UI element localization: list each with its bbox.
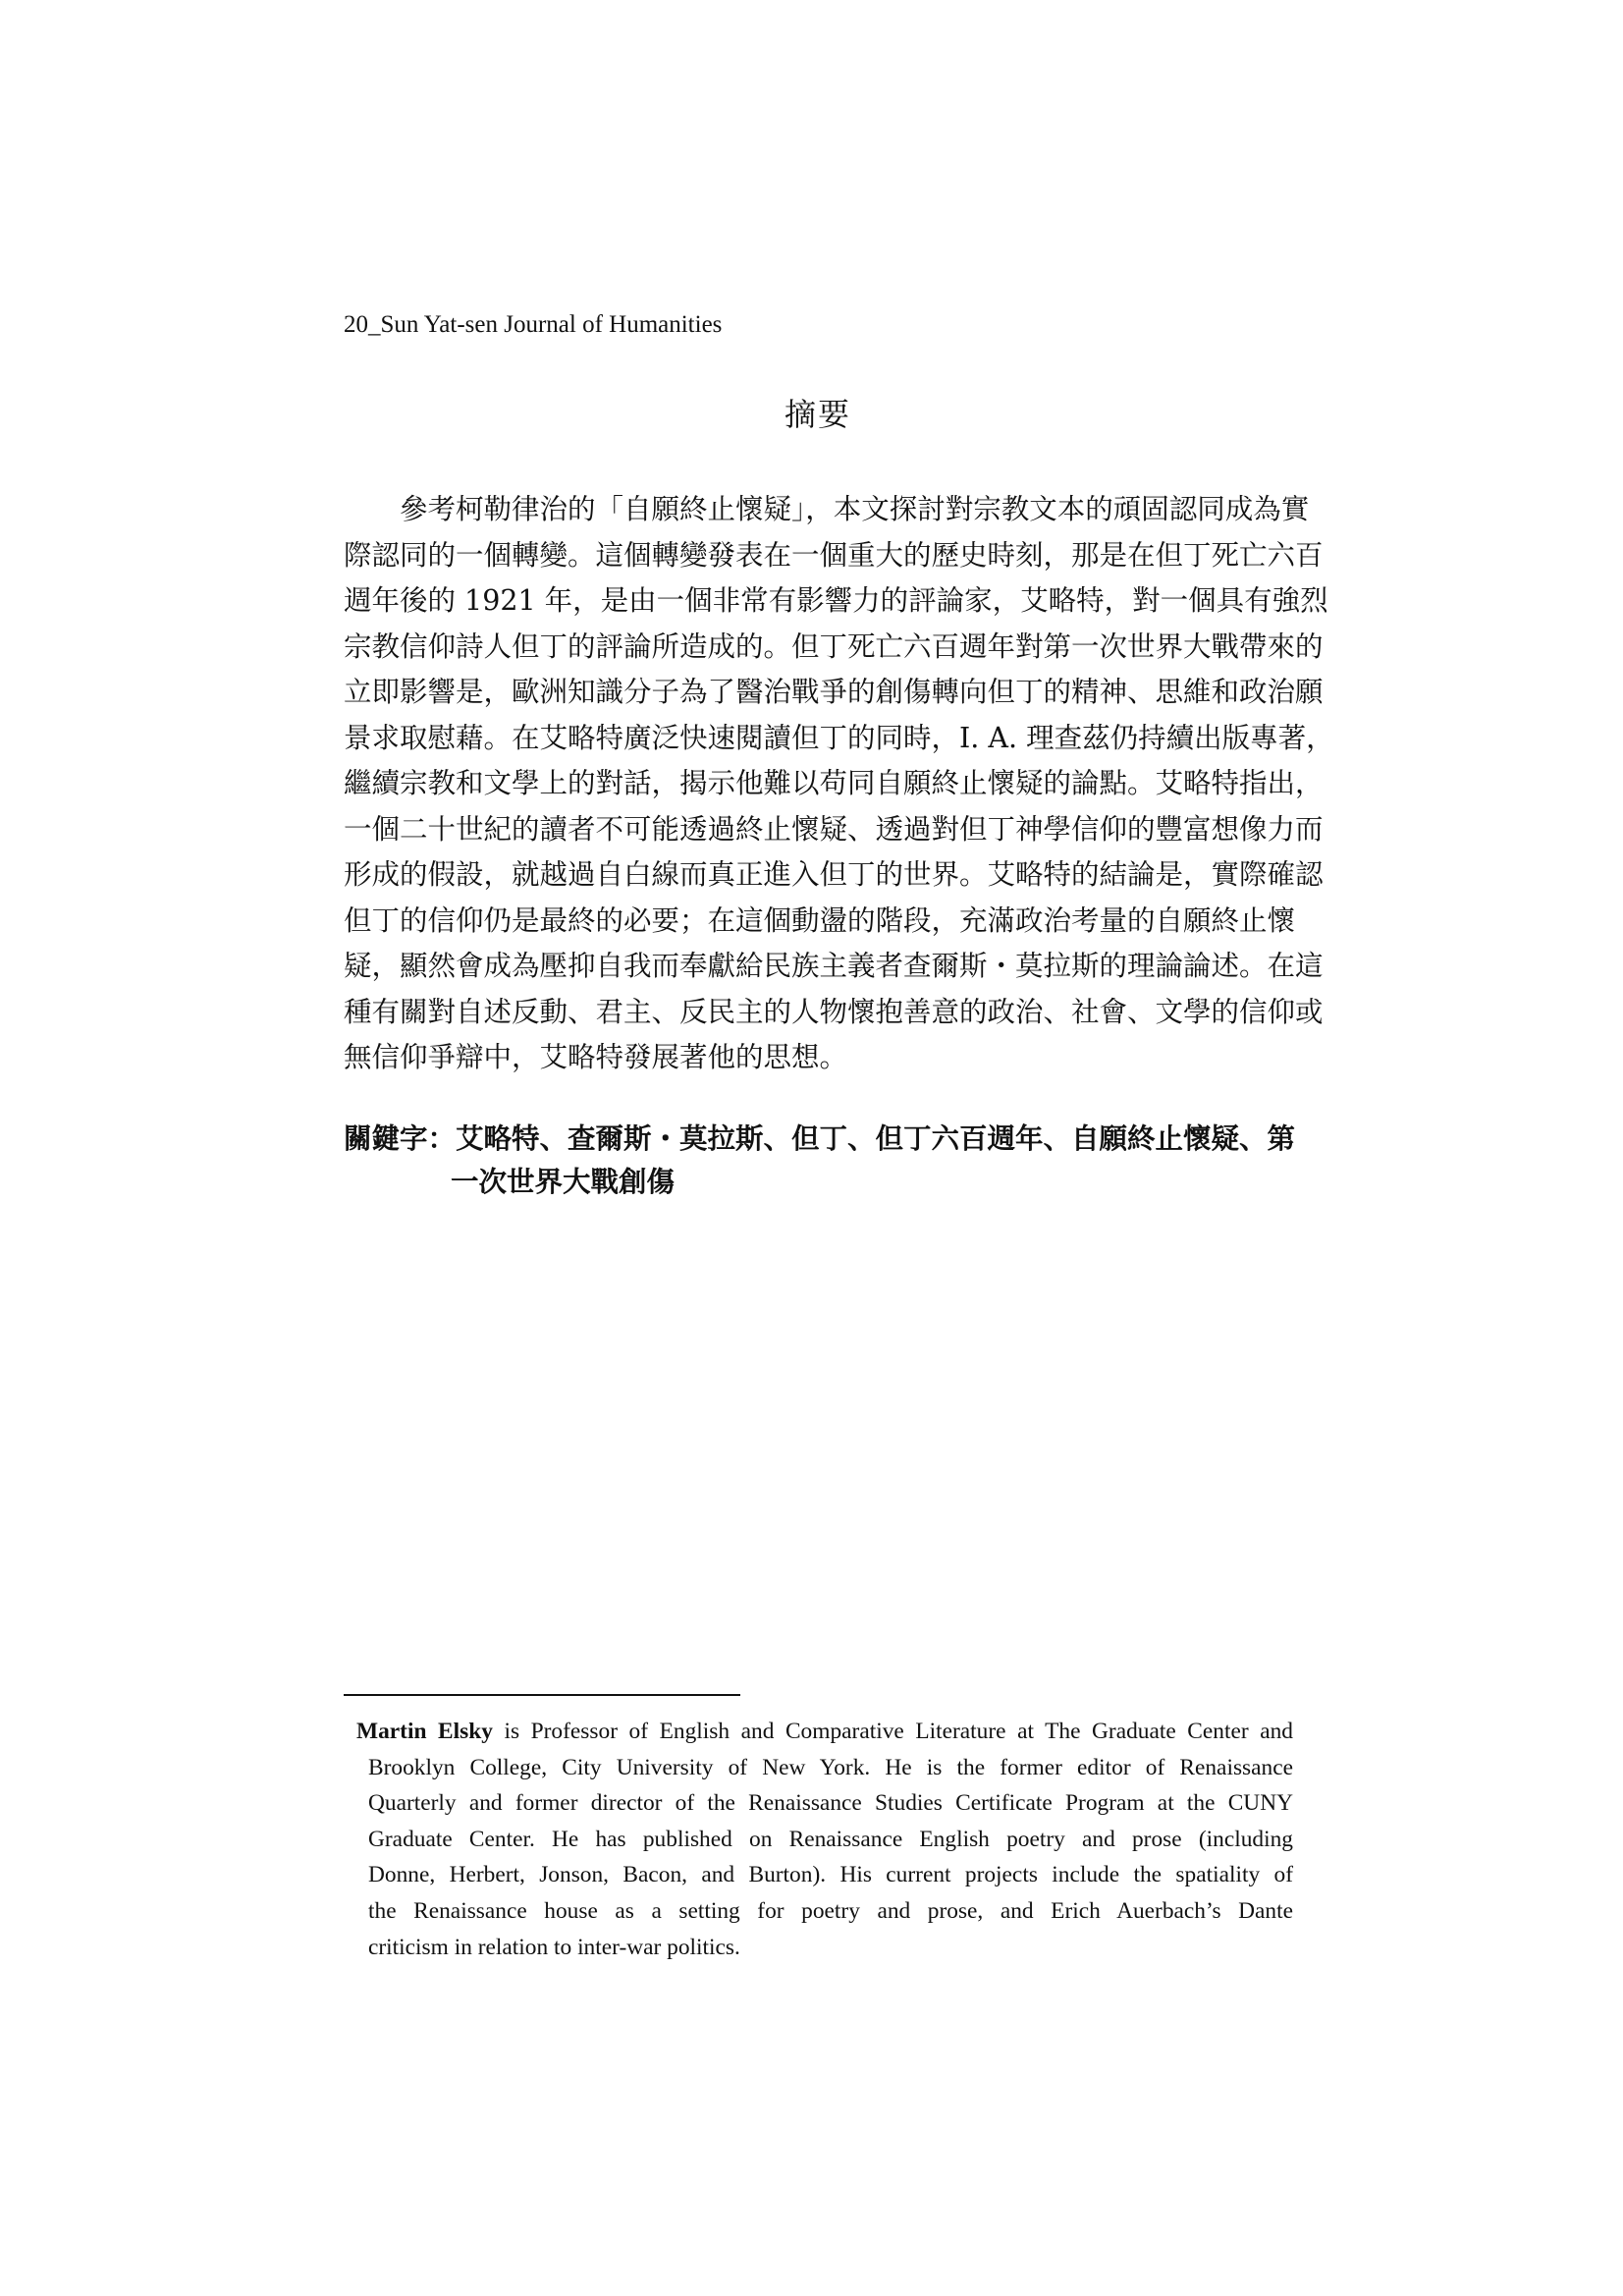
keywords (344, 1117, 1296, 1203)
abstract-line: 繼續宗教和文學上的對話，揭示他難以苟同自願終止懷疑的論點。艾略特指出， (344, 767, 1324, 799)
keywords-line: 一次世界大戰創傷 (451, 1165, 676, 1198)
footnote-line: criticism in relation to inter-war politics. (368, 1934, 740, 1960)
footnote-text: is Professor of English and Comparative Literature at The Graduate Center and (492, 1719, 1293, 1744)
footnote-line: the Renaissance house as a setting for poetry and prose, and Erich Auerbach’s Dante (368, 1897, 1293, 1924)
abstract-line: 景求取慰藉。在艾略特廣泛快速閱讀但丁的同時，I. A. 理查茲仍持續出版專著， (344, 721, 1334, 754)
abstract-line: 無信仰爭辯中，艾略特發展著他的思想。 (344, 1041, 848, 1073)
abstract-body (344, 487, 1334, 1081)
abstract-line: 宗教信仰詩人但丁的評論所造成的。但丁死亡六百週年對第一次世界大戰帶來的 (344, 629, 1324, 663)
footnote-line: Brooklyn College, City University of New York. He is the former editor of Renaissance (368, 1754, 1293, 1780)
footnote-divider (344, 1694, 740, 1696)
footnote-line: Quarterly and former director of the Renaissance Studies Certificate Program at the CUNY (368, 1790, 1293, 1817)
abstract-line: 一個二十世紀的讀者不可能透過終止懷疑、透過對但丁神學信仰的豐富想像力而 (344, 812, 1324, 846)
abstract-line: 週年後的 1921 年，是由一個非常有影響力的評論家，艾略特，對一個具有強烈 (344, 584, 1328, 617)
author-name: Martin Elsky (356, 1719, 493, 1744)
running-header: 20_Sun Yat-sen Journal of Humanities (344, 311, 723, 338)
abstract-line: 疑，顯然會成為壓抑自我而奉獻給民族主義者查爾斯・莫拉斯的理論論述。在這 (344, 950, 1324, 982)
abstract-line: 但丁的信仰仍是最終的必要；在這個動盪的階段，充滿政治考量的自願終止懷 (344, 903, 1296, 937)
author-footnote (356, 1714, 1293, 1965)
footnote-line: Graduate Center. He has published on Renaissance English poetry and prose (including (368, 1826, 1293, 1852)
abstract-line: 立即影響是，歐洲知識分子為了醫治戰爭的創傷轉向但丁的精神、思維和政治願 (344, 676, 1324, 708)
abstract-heading: 摘要 (784, 396, 851, 433)
abstract-line: 形成的假設，就越過自白線而真正進入但丁的世界。艾略特的結論是，實際確認 (344, 858, 1324, 891)
abstract-line: 種有關對自述反動、君主、反民主的人物懷抱善意的政治、社會、文學的信仰或 (344, 995, 1324, 1028)
abstract-line: 際認同的一個轉變。這個轉變發表在一個重大的歷史時刻，那是在但丁死亡六百 (344, 538, 1324, 572)
keywords-line: 關鍵字：艾略特、查爾斯・莫拉斯、但丁、但丁六百週年、自願終止懷疑、第 (344, 1121, 1296, 1155)
footnote-first-line (356, 1714, 1293, 1750)
abstract-line: 參考柯勒律治的「自願終止懷疑」，本文探討對宗教文本的頑固認同成為實 (400, 493, 1310, 525)
footnote-line: Donne, Herbert, Jonson, Bacon, and Burton). His current projects include the spatiality of (368, 1862, 1293, 1888)
